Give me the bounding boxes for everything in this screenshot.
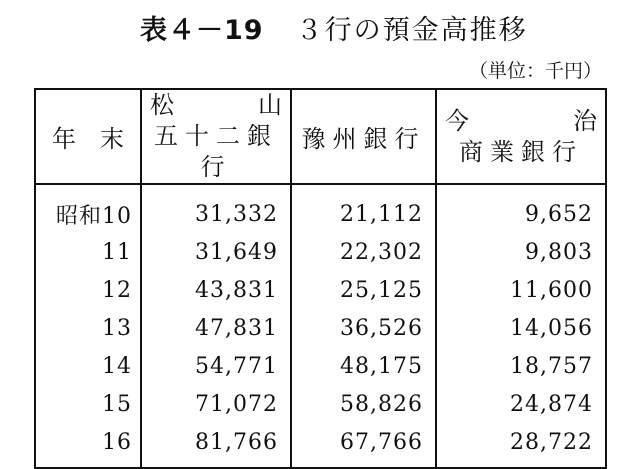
table-row — [35, 184, 606, 233]
header-matsuyama-52-bank — [141, 89, 291, 184]
header-matsuyama-char1: 松 — [150, 91, 174, 119]
header-imabari-char1: 今 — [445, 106, 469, 135]
header-row — [35, 89, 606, 184]
header-imabari-line2: 商業銀行 — [459, 137, 583, 166]
year-cell: 11 — [35, 233, 141, 271]
imabari-value-cell: 28,722 — [436, 423, 606, 468]
header-year-end-char2: 末 — [100, 125, 124, 153]
year-cell: 14 — [35, 347, 141, 385]
table-number: 表４－19 — [140, 15, 264, 46]
table-row — [35, 233, 606, 271]
yoshu-value-cell: 36,526 — [291, 309, 436, 347]
matsuyama-value-cell: 31,649 — [141, 233, 291, 271]
year-cell: 16 — [35, 423, 141, 468]
year-cell: 13 — [35, 309, 141, 347]
table-row — [35, 423, 606, 468]
imabari-value-cell: 9,652 — [436, 184, 606, 233]
yoshu-value-cell: 25,125 — [291, 271, 436, 309]
imabari-value-cell: 9,803 — [436, 233, 606, 271]
year-cell: 12 — [35, 271, 141, 309]
yoshu-value-cell: 58,826 — [291, 385, 436, 423]
matsuyama-value-cell: 81,766 — [141, 423, 291, 468]
imabari-value-cell: 14,056 — [436, 309, 606, 347]
matsuyama-value-cell: 31,332 — [141, 184, 291, 233]
header-matsuyama-char2: 山 — [258, 91, 282, 119]
header-yoshu-bank — [291, 89, 436, 184]
header-year-end-char1: 年 — [52, 125, 76, 153]
yoshu-value-cell: 67,766 — [291, 423, 436, 468]
table-row — [35, 347, 606, 385]
unit-note: （単位：千円） — [468, 60, 602, 82]
table-title — [140, 8, 528, 47]
yoshu-value-cell: 48,175 — [291, 347, 436, 385]
table-row — [35, 309, 606, 347]
header-year-end — [35, 89, 141, 184]
year-cell: 15 — [35, 385, 141, 423]
header-imabari-commercial-bank — [436, 89, 606, 184]
matsuyama-value-cell: 47,831 — [141, 309, 291, 347]
year-cell: 昭和10 — [35, 184, 141, 233]
header-matsuyama-line2: 五十二銀行 — [154, 122, 278, 181]
yoshu-value-cell: 21,112 — [291, 184, 436, 233]
imabari-value-cell: 18,757 — [436, 347, 606, 385]
header-imabari-char2: 治 — [573, 106, 597, 135]
table-row — [35, 271, 606, 309]
matsuyama-value-cell: 43,831 — [141, 271, 291, 309]
table-row — [35, 385, 606, 423]
imabari-value-cell: 24,874 — [436, 385, 606, 423]
header-yoshu-label: 豫州銀行 — [301, 125, 426, 153]
deposits-table — [34, 88, 607, 469]
yoshu-value-cell: 22,302 — [291, 233, 436, 271]
imabari-value-cell: 11,600 — [436, 271, 606, 309]
matsuyama-value-cell: 71,072 — [141, 385, 291, 423]
table-name: ３行の預金高推移 — [295, 15, 528, 46]
matsuyama-value-cell: 54,771 — [141, 347, 291, 385]
